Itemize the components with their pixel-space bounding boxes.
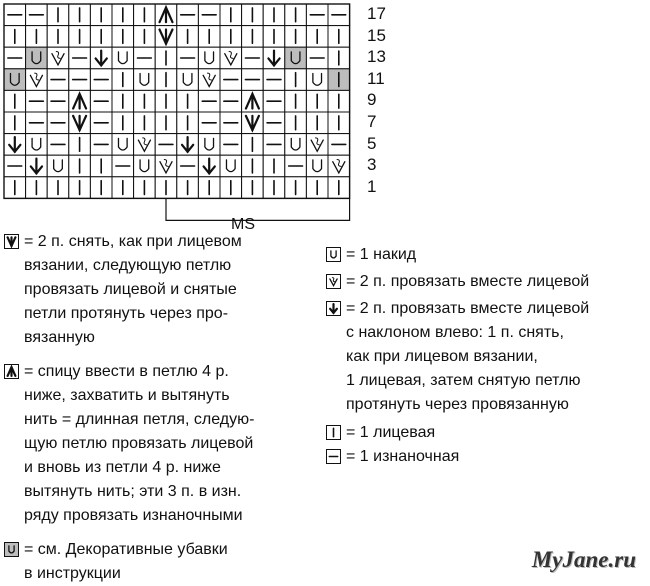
chart-cell-three-into-one-decrease-icon bbox=[69, 112, 91, 134]
row-number: 13 bbox=[367, 47, 386, 67]
legend-item bbox=[4, 360, 324, 528]
chart-cell-k2tog-icon bbox=[328, 155, 350, 177]
chart-cell-yarn-over-icon bbox=[198, 134, 220, 156]
chart-cell-knit-stitch-icon bbox=[69, 177, 91, 199]
chart-cell-knit-stitch-icon bbox=[4, 112, 26, 134]
legend-item bbox=[326, 421, 646, 445]
chart-cell-knit-stitch-icon bbox=[263, 4, 285, 26]
chart-cell-knit-stitch-icon bbox=[155, 47, 177, 69]
legend-text: = 1 накид bbox=[346, 246, 417, 263]
chart-cell-ssk-decrease-icon bbox=[90, 47, 112, 69]
purl-stitch-icon bbox=[326, 449, 341, 464]
row-number: 9 bbox=[367, 90, 377, 110]
chart-cell-knit-stitch-icon bbox=[285, 69, 307, 91]
chart-cell-knit-stitch-icon bbox=[134, 4, 156, 26]
chart-cell-knit-stitch-icon bbox=[112, 177, 134, 199]
legend-item bbox=[326, 270, 646, 294]
repeat-bracket bbox=[166, 198, 350, 220]
chart-cell-knit-stitch-icon bbox=[328, 69, 350, 91]
chart-cell-yarn-over-icon bbox=[285, 47, 307, 69]
legend-text: = 2 п. снять, как при лицевом вязании, следующую петлю провязать лицевой и снятые петли протянуть через про- вязанную bbox=[24, 233, 242, 346]
legend-item bbox=[326, 243, 646, 267]
chart-cell-knit-stitch-icon bbox=[4, 90, 26, 112]
chart-cell-purl-stitch-icon bbox=[242, 69, 264, 91]
chart-cell-knit-stitch-icon bbox=[285, 90, 307, 112]
chart-cell-purl-stitch-icon bbox=[177, 47, 199, 69]
yarn-over-icon bbox=[326, 247, 341, 262]
k2tog-icon bbox=[326, 274, 341, 289]
chart-cell-knit-stitch-icon bbox=[134, 90, 156, 112]
chart-cell-knit-stitch-icon bbox=[112, 69, 134, 91]
chart-cell-ssk-decrease-icon bbox=[177, 134, 199, 156]
chart-cell-purl-stitch-icon bbox=[220, 134, 242, 156]
chart-cell-knit-stitch-icon bbox=[47, 177, 69, 199]
chart-cell-knit-stitch-icon bbox=[155, 90, 177, 112]
chart-cell-knit-stitch-icon bbox=[328, 112, 350, 134]
chart-cell-knit-stitch-icon bbox=[112, 26, 134, 48]
chart-cell-long-loop-icon bbox=[242, 90, 264, 112]
chart-cell-knit-stitch-icon bbox=[263, 177, 285, 199]
chart-cell-knit-stitch-icon bbox=[306, 112, 328, 134]
chart-cell-yarn-over-icon bbox=[220, 155, 242, 177]
chart-cell-purl-stitch-icon bbox=[90, 69, 112, 91]
chart-cell-purl-stitch-icon bbox=[47, 112, 69, 134]
chart-cell-purl-stitch-icon bbox=[328, 134, 350, 156]
watermark-logo: MyJane.ru bbox=[531, 547, 636, 572]
chart-cell-knit-stitch-icon bbox=[177, 112, 199, 134]
chart-cell-k2tog-icon bbox=[47, 47, 69, 69]
chart-cell-purl-stitch-icon bbox=[112, 155, 134, 177]
chart-cell-knit-stitch-icon bbox=[47, 26, 69, 48]
chart-cell-yarn-over-icon bbox=[134, 69, 156, 91]
ssk-decrease-icon bbox=[326, 301, 341, 316]
chart-cell-knit-stitch-icon bbox=[134, 177, 156, 199]
chart-cell-yarn-over-icon bbox=[134, 155, 156, 177]
three-into-one-decrease-icon bbox=[4, 234, 19, 249]
chart-cell-knit-stitch-icon bbox=[69, 155, 91, 177]
chart-cell-knit-stitch-icon bbox=[263, 155, 285, 177]
legend-item bbox=[326, 445, 646, 469]
legend-text: = 2 п. провязать вместе лицевой с наклоном влево: 1 п. снять, как при лицевом вязании, 1 лицевая, затем снятую петлю протянуть через провязанную bbox=[346, 300, 590, 413]
chart-cell-knit-stitch-icon bbox=[134, 26, 156, 48]
chart-cell-purl-stitch-icon bbox=[69, 69, 91, 91]
row-number: 1 bbox=[367, 176, 377, 196]
chart-cell-purl-stitch-icon bbox=[47, 134, 69, 156]
chart-cell-purl-stitch-icon bbox=[4, 4, 26, 26]
chart-cell-yarn-over-icon bbox=[112, 134, 134, 156]
chart-cell-knit-stitch-icon bbox=[177, 90, 199, 112]
chart-cell-purl-stitch-icon bbox=[263, 69, 285, 91]
chart-cell-knit-stitch-icon bbox=[26, 177, 48, 199]
chart-cell-three-into-one-decrease-icon bbox=[242, 112, 264, 134]
chart-cell-knit-stitch-icon bbox=[242, 134, 264, 156]
chart-cell-purl-stitch-icon bbox=[26, 4, 48, 26]
chart-cell-knit-stitch-icon bbox=[263, 26, 285, 48]
chart-cell-k2tog-icon bbox=[220, 47, 242, 69]
repeat-label: MS bbox=[231, 216, 255, 233]
chart-cell-knit-stitch-icon bbox=[285, 26, 307, 48]
chart-cell-knit-stitch-icon bbox=[328, 26, 350, 48]
chart-cell-knit-stitch-icon bbox=[69, 4, 91, 26]
chart-cell-knit-stitch-icon bbox=[242, 177, 264, 199]
chart-cell-purl-stitch-icon bbox=[90, 134, 112, 156]
chart-cell-purl-stitch-icon bbox=[90, 90, 112, 112]
row-number: 5 bbox=[367, 133, 377, 153]
chart-cell-yarn-over-icon bbox=[47, 155, 69, 177]
chart-cell-three-into-one-decrease-icon bbox=[155, 26, 177, 48]
row-number: 7 bbox=[367, 112, 377, 131]
chart-cell-purl-stitch-icon bbox=[328, 4, 350, 26]
chart-cell-purl-stitch-icon bbox=[177, 155, 199, 177]
chart-cell-purl-stitch-icon bbox=[47, 69, 69, 91]
chart-cell-ssk-decrease-icon bbox=[198, 155, 220, 177]
chart-cell-knit-stitch-icon bbox=[242, 4, 264, 26]
legend-item bbox=[326, 297, 646, 417]
chart-cell-knit-stitch-icon bbox=[90, 155, 112, 177]
chart-cell-knit-stitch-icon bbox=[155, 69, 177, 91]
chart-cell-knit-stitch-icon bbox=[198, 177, 220, 199]
chart-cell-knit-stitch-icon bbox=[220, 177, 242, 199]
row-number: 17 bbox=[367, 4, 386, 23]
chart-cell-purl-stitch-icon bbox=[220, 90, 242, 112]
chart-cell-purl-stitch-icon bbox=[285, 155, 307, 177]
chart-cell-yarn-over-icon bbox=[112, 47, 134, 69]
yarn-over-icon bbox=[4, 542, 19, 557]
chart-cell-knit-stitch-icon bbox=[177, 26, 199, 48]
chart-cell-yarn-over-icon bbox=[306, 69, 328, 91]
chart-cell-knit-stitch-icon bbox=[328, 47, 350, 69]
chart-cell-k2tog-icon bbox=[155, 155, 177, 177]
legend-right bbox=[326, 243, 646, 469]
chart-cell-yarn-over-icon bbox=[26, 134, 48, 156]
chart-cell-purl-stitch-icon bbox=[26, 112, 48, 134]
chart-cell-purl-stitch-icon bbox=[90, 112, 112, 134]
chart-cell-knit-stitch-icon bbox=[220, 26, 242, 48]
chart-cell-knit-stitch-icon bbox=[47, 4, 69, 26]
chart-cell-purl-stitch-icon bbox=[4, 155, 26, 177]
chart-cell-knit-stitch-icon bbox=[69, 134, 91, 156]
chart-cell-yarn-over-icon bbox=[177, 69, 199, 91]
chart-cell-knit-stitch-icon bbox=[220, 4, 242, 26]
chart-cell-ssk-decrease-icon bbox=[26, 155, 48, 177]
chart-cell-k2tog-icon bbox=[198, 69, 220, 91]
chart-cell-purl-stitch-icon bbox=[134, 47, 156, 69]
chart-cell-purl-stitch-icon bbox=[242, 47, 264, 69]
chart-cell-knit-stitch-icon bbox=[155, 112, 177, 134]
chart-cell-knit-stitch-icon bbox=[112, 90, 134, 112]
chart-cell-k2tog-icon bbox=[26, 69, 48, 91]
chart-cell-long-loop-icon bbox=[69, 90, 91, 112]
row-number: 15 bbox=[367, 25, 386, 45]
chart-cell-long-loop-icon bbox=[155, 4, 177, 26]
chart-cell-purl-stitch-icon bbox=[220, 69, 242, 91]
chart-cell-purl-stitch-icon bbox=[26, 90, 48, 112]
row-number: 11 bbox=[367, 68, 385, 88]
chart-cell-knit-stitch-icon bbox=[285, 4, 307, 26]
chart-cell-knit-stitch-icon bbox=[90, 4, 112, 26]
chart-cell-purl-stitch-icon bbox=[198, 112, 220, 134]
legend-text: = 1 изнаночная bbox=[346, 448, 460, 465]
chart-cell-purl-stitch-icon bbox=[198, 90, 220, 112]
chart-cell-knit-stitch-icon bbox=[306, 26, 328, 48]
chart-cell-purl-stitch-icon bbox=[4, 47, 26, 69]
knit-stitch-icon bbox=[326, 425, 341, 440]
chart-cell-purl-stitch-icon bbox=[198, 4, 220, 26]
chart-cell-knit-stitch-icon bbox=[90, 26, 112, 48]
chart-cell-knit-stitch-icon bbox=[328, 177, 350, 199]
knitting-chart bbox=[0, 0, 650, 240]
chart-cell-ssk-decrease-icon bbox=[263, 47, 285, 69]
chart-cell-purl-stitch-icon bbox=[155, 134, 177, 156]
chart-cell-knit-stitch-icon bbox=[242, 26, 264, 48]
chart-cell-knit-stitch-icon bbox=[242, 155, 264, 177]
chart-cell-purl-stitch-icon bbox=[306, 47, 328, 69]
chart-cell-k2tog-icon bbox=[134, 134, 156, 156]
chart-cell-knit-stitch-icon bbox=[112, 112, 134, 134]
legend-left bbox=[4, 230, 324, 586]
chart-cell-purl-stitch-icon bbox=[263, 112, 285, 134]
chart-cell-yarn-over-icon bbox=[285, 134, 307, 156]
legend-text: = 1 лицевая bbox=[346, 424, 436, 441]
chart-cell-knit-stitch-icon bbox=[285, 112, 307, 134]
chart-cell-knit-stitch-icon bbox=[285, 177, 307, 199]
chart-cell-knit-stitch-icon bbox=[306, 90, 328, 112]
chart-cell-knit-stitch-icon bbox=[4, 26, 26, 48]
legend-item bbox=[4, 230, 324, 350]
chart-cell-knit-stitch-icon bbox=[26, 26, 48, 48]
chart-cell-purl-stitch-icon bbox=[177, 4, 199, 26]
chart-cell-knit-stitch-icon bbox=[4, 177, 26, 199]
legend-text: = 2 п. провязать вместе лицевой bbox=[346, 273, 590, 290]
chart-cell-knit-stitch-icon bbox=[134, 112, 156, 134]
chart-cell-ssk-decrease-icon bbox=[4, 134, 26, 156]
chart-cell-knit-stitch-icon bbox=[177, 177, 199, 199]
legend-text: = спицу ввести в петлю 4 р. ниже, захватить и вытянуть нить = длинная петля, следую- щую петлю провязать лицевой и вновь из петли 4 р. ниже вытянуть нить; эти 3 п. в изн. ряду провязать изнаночными bbox=[24, 363, 255, 524]
chart-cell-knit-stitch-icon bbox=[90, 177, 112, 199]
chart-cell-purl-stitch-icon bbox=[69, 47, 91, 69]
chart-cell-knit-stitch-icon bbox=[328, 90, 350, 112]
chart-cell-purl-stitch-icon bbox=[263, 90, 285, 112]
legend-text: = см. Декоративные убавки в инструкции bbox=[24, 541, 228, 582]
chart-cell-yarn-over-icon bbox=[4, 69, 26, 91]
chart-cell-yarn-over-icon bbox=[198, 47, 220, 69]
chart-cell-yarn-over-icon bbox=[306, 155, 328, 177]
chart-cell-purl-stitch-icon bbox=[263, 134, 285, 156]
chart-cell-purl-stitch-icon bbox=[306, 4, 328, 26]
chart-cell-knit-stitch-icon bbox=[198, 26, 220, 48]
chart-cell-knit-stitch-icon bbox=[69, 26, 91, 48]
chart-cell-purl-stitch-icon bbox=[220, 112, 242, 134]
chart-cell-knit-stitch-icon bbox=[112, 4, 134, 26]
chart-cell-knit-stitch-icon bbox=[306, 177, 328, 199]
chart-cell-yarn-over-icon bbox=[26, 47, 48, 69]
chart-cell-k2tog-icon bbox=[306, 134, 328, 156]
chart-cell-purl-stitch-icon bbox=[47, 90, 69, 112]
long-loop-icon bbox=[4, 364, 19, 379]
chart-cell-knit-stitch-icon bbox=[155, 177, 177, 199]
row-number: 3 bbox=[367, 155, 377, 175]
